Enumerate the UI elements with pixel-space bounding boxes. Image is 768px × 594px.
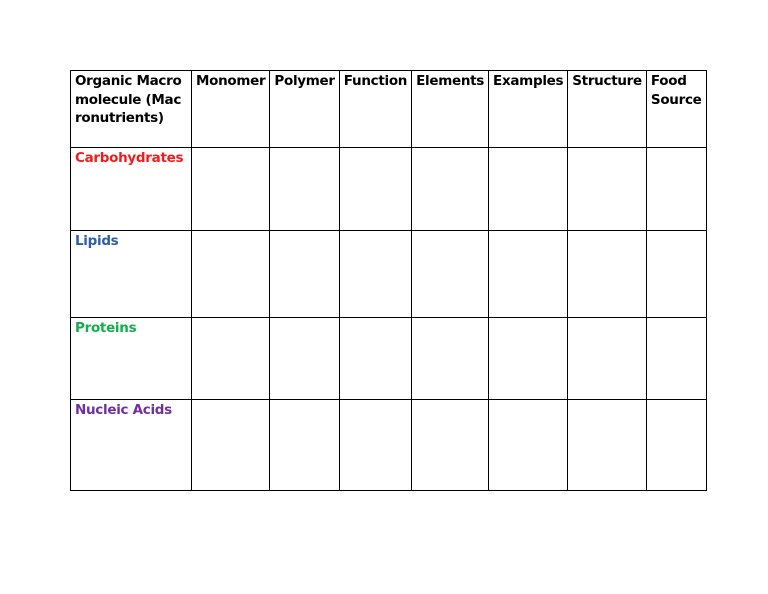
- table-cell: [270, 318, 339, 400]
- table-cell: [489, 400, 568, 491]
- table-row: [71, 231, 707, 318]
- header-organic-macromolecule: Organic Macromolecule (Macronutrients): [71, 71, 192, 148]
- table-cell: [270, 400, 339, 491]
- header-polymer: Polymer: [270, 71, 339, 148]
- table-cell: [270, 231, 339, 318]
- table-cell: [192, 148, 270, 231]
- table-cell: [412, 318, 489, 400]
- table-cell: [192, 231, 270, 318]
- table-cell: [339, 148, 411, 231]
- table-cell: [339, 231, 411, 318]
- header-row: [71, 71, 707, 148]
- table-row: [71, 400, 707, 491]
- header-structure: Structure: [568, 71, 647, 148]
- table-cell: [489, 231, 568, 318]
- table-row: [71, 148, 707, 231]
- header-function: Function: [339, 71, 411, 148]
- table-cell: [568, 400, 647, 491]
- table-cell: [489, 318, 568, 400]
- row-label-nucleic-acids: Nucleic Acids: [71, 400, 192, 491]
- header-elements: Elements: [412, 71, 489, 148]
- row-label-proteins: Proteins: [71, 318, 192, 400]
- macromolecule-table: [70, 70, 707, 491]
- table-cell: [339, 318, 411, 400]
- table-cell: [270, 148, 339, 231]
- table-cell: [192, 318, 270, 400]
- table-cell: [412, 231, 489, 318]
- table-cell: [568, 148, 647, 231]
- table-cell: [646, 148, 706, 231]
- table-cell: [412, 148, 489, 231]
- table-cell: [568, 318, 647, 400]
- header-examples: Examples: [489, 71, 568, 148]
- table-cell: [339, 400, 411, 491]
- table-row: [71, 318, 707, 400]
- table-cell: [412, 400, 489, 491]
- table-cell: [489, 148, 568, 231]
- row-label-lipids: Lipids: [71, 231, 192, 318]
- table-cell: [192, 400, 270, 491]
- header-monomer: Monomer: [192, 71, 270, 148]
- table-cell: [568, 231, 647, 318]
- row-label-carbohydrates: Carbohydrates: [71, 148, 192, 231]
- header-food-source: Food Source: [646, 71, 706, 148]
- table-cell: [646, 318, 706, 400]
- table-cell: [646, 400, 706, 491]
- table-cell: [646, 231, 706, 318]
